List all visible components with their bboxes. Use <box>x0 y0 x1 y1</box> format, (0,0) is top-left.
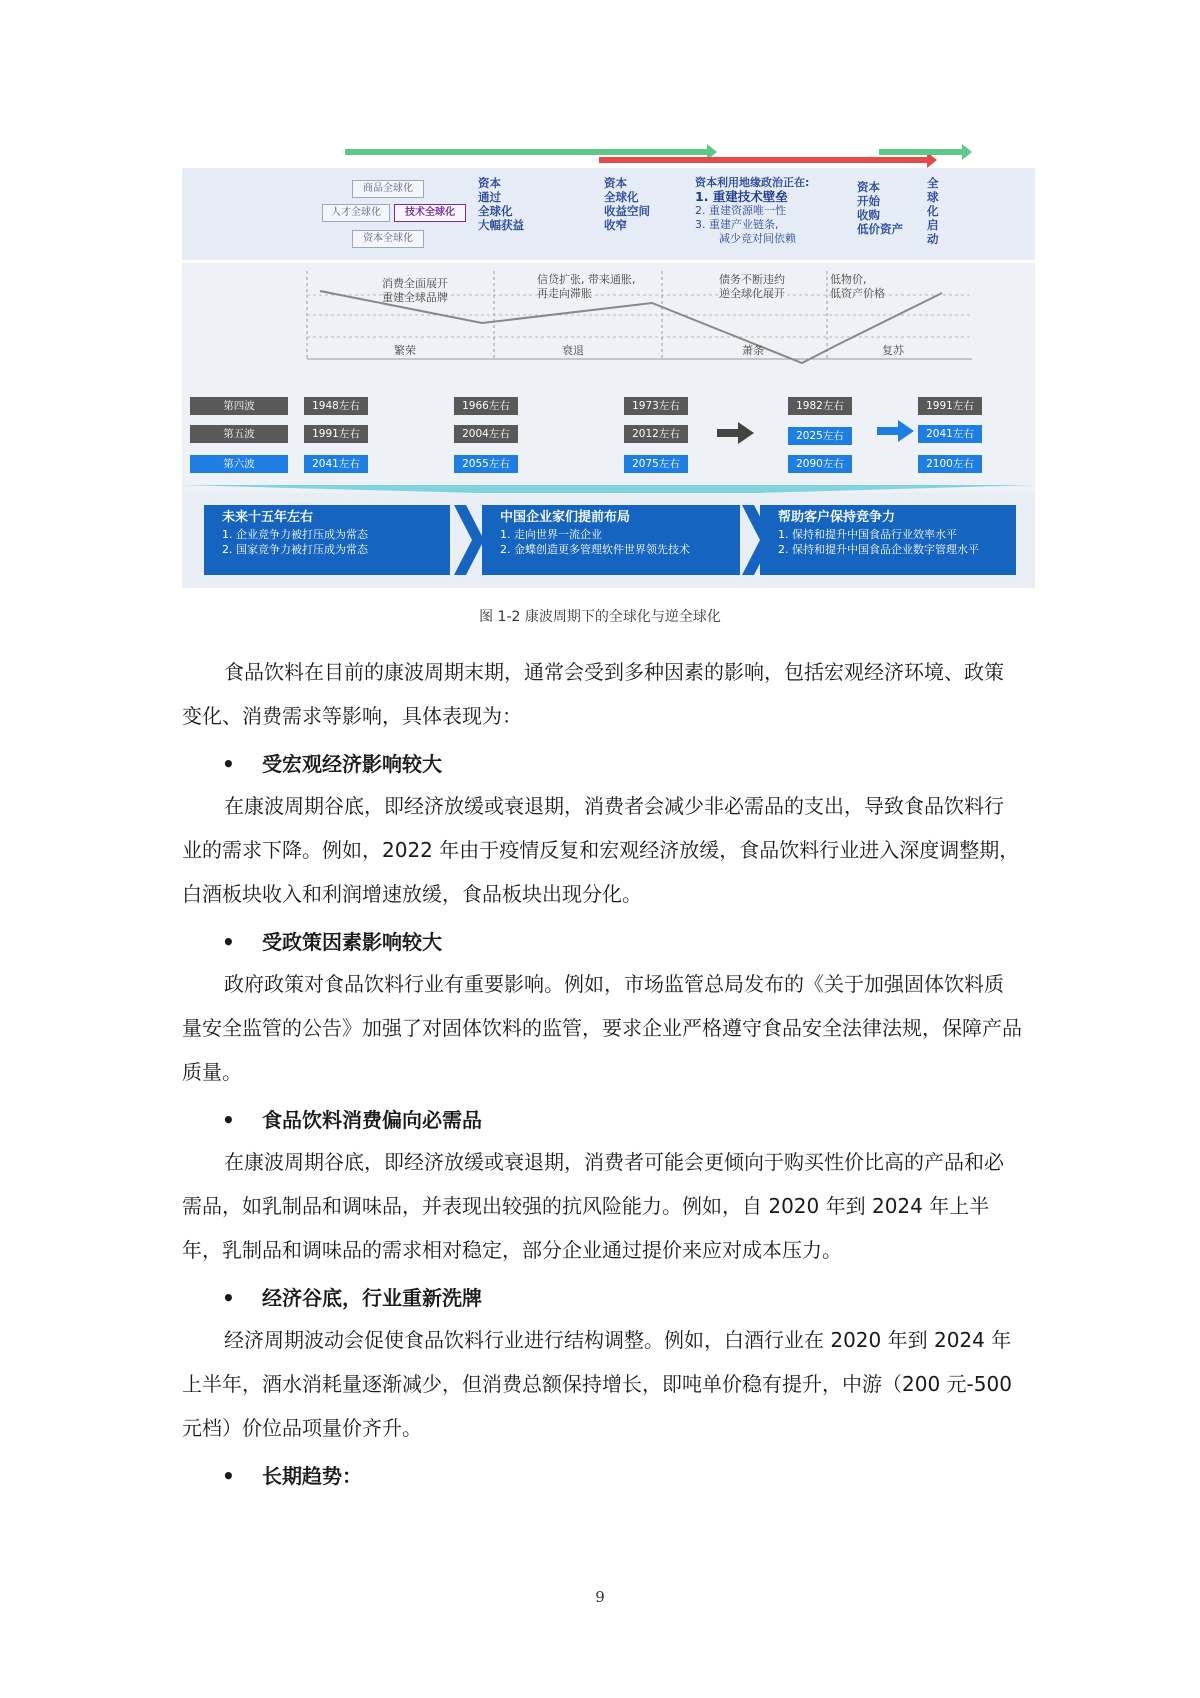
paragraph-2: 在康波周期谷底，即经济放缓或衰退期，消费者会减少非必需品的支出，导致食品饮料行业的需求下降。例如，2022 年由于疫情反复和宏观经济放缓，食品饮料行业进入深度调整期，白酒板块收入和利润增速放缓，食品板块出现分化。 <box>182 794 1020 906</box>
wave-6-year-4: 2090左右 <box>788 455 852 473</box>
dark-right-arrow-icon <box>717 422 754 444</box>
col1-text: 资本 通过 全球化 大幅获益 <box>478 176 524 232</box>
col4-text: 资本 开始 收购 低价资产 <box>857 180 903 236</box>
paragraph-4: 在康波周期谷底，即经济放缓或衰退期，消费者可能会更倾向于购买性价比高的产品和必需品，如乳制品和调味品，并表现出较强的抗风险能力。例如，自 2020 年到 2024 年上半年，乳制品和调味品的需求相对稳定，部分企业通过提价来应对成本压力。 <box>182 1150 1004 1262</box>
cycle-panel <box>182 263 1035 515</box>
phase-recession: 衰退 <box>562 344 584 357</box>
paragraph-3: 政府政策对食品饮料行业有重要影响。例如，市场监管总局发布的《关于加强固体饮料质量安全监管的公告》加强了对固体饮料的监管，要求企业严格遵守食品安全法律法规，保障产品质量。 <box>182 972 1022 1084</box>
strategy-panel <box>182 493 1035 588</box>
wave-6-label: 第六波 <box>190 455 288 473</box>
annot-3: 债务不断违约 逆全球化展开 <box>719 273 785 300</box>
paragraph-1: 食品饮料在目前的康波周期末期，通常会受到多种因素的影响，包括宏观经济环境、政策变化、消费需求等影响，具体表现为： <box>182 660 1004 728</box>
wave-5-year-2: 2004左右 <box>454 425 518 443</box>
bullet-4: • 经济谷底，行业重新洗牌 <box>222 1286 482 1310</box>
wave-6-year-3: 2075左右 <box>624 455 688 473</box>
paragraph-5: 经济周期波动会促使食品饮料行业进行结构调整。例如，白酒行业在 2020 年到 2024 年上半年，酒水消耗量逐渐减少，但消费总额保持增长，即吨单价稳有提升，中游（200 元-500 元档）价位品项量价齐升。 <box>182 1328 1012 1440</box>
phase-recovery: 复苏 <box>882 344 904 357</box>
chevron-1 <box>454 505 484 575</box>
bullet-3: • 食品饮料消费偏向必需品 <box>222 1108 482 1132</box>
globalization-panel <box>182 168 1035 260</box>
chevron-2 <box>742 505 772 575</box>
wave-5-year-3: 2012左右 <box>624 425 688 443</box>
wave-4-year-4: 1982左右 <box>788 397 852 415</box>
wave-4-label: 第四波 <box>190 397 288 415</box>
chevrons <box>182 493 1035 588</box>
chip-talent: 人才全球化 <box>322 204 390 222</box>
row-arrows <box>182 263 1035 515</box>
wave-6-year-2: 2055左右 <box>454 455 518 473</box>
annot-4: 低物价, 低资产价格 <box>830 273 885 300</box>
col2-text: 资本 全球化 收益空间 收窄 <box>604 176 650 232</box>
box-entrepreneurs: 中国企业家们提前布局 1. 走向世界一流企业 2. 金蝶创造更多管理软件世界领先技术 <box>482 505 740 575</box>
wave-5-label: 第五波 <box>190 425 288 443</box>
chip-tech: 技术全球化 <box>394 204 466 222</box>
page-number: 9 <box>595 1588 605 1606</box>
annot-1: 消费全面展开 重建全球品牌 <box>382 277 448 304</box>
bullet-dot: • <box>222 752 235 776</box>
chip-capital: 资本全球化 <box>352 230 424 248</box>
kondratiev-figure <box>182 140 1035 588</box>
bullet-dot: • <box>222 1286 235 1310</box>
wave-4-year-1: 1948左右 <box>304 397 368 415</box>
top-arrows <box>182 140 1035 170</box>
box-future: 未来十五年左右 1. 企业竞争力被打压成为常态 2. 国家竞争力被打压成为常态 <box>204 505 450 575</box>
chip-goods: 商品全球化 <box>352 180 424 198</box>
box-competitiveness: 帮助客户保持竞争力 1. 保持和提升中国食品行业效率水平 2. 保持和提升中国食品企业数字管理水平 <box>760 505 1016 575</box>
annot-2: 信贷扩张, 带来通胀, 再走向滞胀 <box>537 273 636 300</box>
figure-caption: 图 1-2 康波周期下的全球化与逆全球化 <box>479 609 721 625</box>
blue-right-arrow-icon <box>877 420 914 442</box>
wave-6-year-1: 2041左右 <box>304 455 368 473</box>
wave-4-year-3: 1973左右 <box>624 397 688 415</box>
bullet-dot: • <box>222 1464 235 1488</box>
wave-4-year-2: 1966左右 <box>454 397 518 415</box>
phase-depression: 萧条 <box>742 344 764 357</box>
col3-text: 资本利用地缘政治正在: 1. 重建技术壁垒 2. 重建资源唯一性 3. 重建产业链条, 减少竞对间依赖 <box>695 176 810 245</box>
bullet-1: • 受宏观经济影响较大 <box>222 752 442 776</box>
col5-text: 全 球 化 启 动 <box>927 176 939 246</box>
bullet-2: • 受政策因素影响较大 <box>222 930 442 954</box>
wave-5-year-4: 2025左右 <box>788 427 852 445</box>
wave-6-year-5: 2100左右 <box>918 455 982 473</box>
wave-5-year-5: 2041左右 <box>918 425 982 443</box>
wave-4-year-5: 1991左右 <box>918 397 982 415</box>
wave-5-year-1: 1991左右 <box>304 425 368 443</box>
bullet-5: • 长期趋势： <box>222 1464 362 1488</box>
bullet-dot: • <box>222 1108 235 1132</box>
bullet-dot: • <box>222 930 235 954</box>
phase-prosperity: 繁荣 <box>394 344 416 357</box>
